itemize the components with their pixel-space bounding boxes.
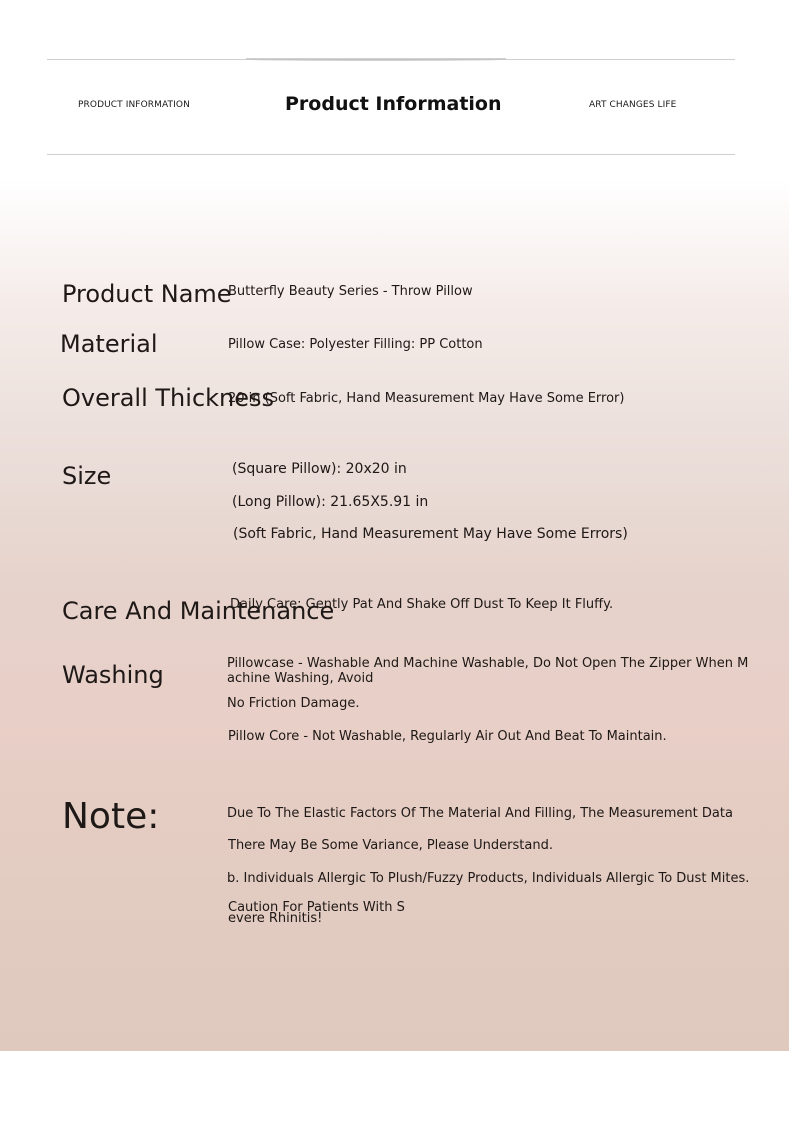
size-value-note: (Soft Fabric, Hand Measurement May Have Some Errors) xyxy=(233,526,628,542)
note-line-4: Caution For Patients With S xyxy=(228,900,405,915)
thickness-label: Overall Thickness xyxy=(62,384,275,412)
washing-value-line-3: No Friction Damage. xyxy=(227,696,360,711)
header-left-caption: PRODUCT INFORMATION xyxy=(78,100,190,110)
washing-value-line-2: achine Washing, Avoid xyxy=(227,671,374,686)
care-label: Care And Maintenance xyxy=(62,597,335,625)
product-name-value: Butterfly Beauty Series - Throw Pillow xyxy=(228,284,473,299)
header-accent-line xyxy=(246,58,506,61)
note-line-5: evere Rhinitis! xyxy=(228,911,323,926)
material-label: Material xyxy=(60,330,158,358)
note-label: Note: xyxy=(62,796,160,837)
washing-label: Washing xyxy=(62,661,164,689)
size-value-square: (Square Pillow): 20x20 in xyxy=(232,461,407,477)
care-value: Daily Care: Gently Pat And Shake Off Dust To Keep It Fluffy. xyxy=(230,597,614,612)
header-right-caption: ART CHANGES LIFE xyxy=(589,100,677,110)
header-bottom-divider xyxy=(47,154,735,155)
note-line-1: Due To The Elastic Factors Of The Material And Filling, The Measurement Data xyxy=(227,806,733,821)
material-value: Pillow Case: Polyester Filling: PP Cotton xyxy=(228,337,483,352)
note-line-2: There May Be Some Variance, Please Understand. xyxy=(228,838,553,853)
size-label: Size xyxy=(62,462,112,490)
note-line-3: b. Individuals Allergic To Plush/Fuzzy Products, Individuals Allergic To Dust Mites. xyxy=(227,871,750,886)
page-title: Product Information xyxy=(285,93,502,115)
washing-value-line-4: Pillow Core - Not Washable, Regularly Air Out And Beat To Maintain. xyxy=(228,729,667,744)
product-name-label: Product Name xyxy=(62,280,232,308)
washing-value-line-1: Pillowcase - Washable And Machine Washable, Do Not Open The Zipper When M xyxy=(227,656,749,671)
thickness-value: 20 in (Soft Fabric, Hand Measurement May Have Some Error) xyxy=(228,391,625,406)
size-value-long: (Long Pillow): 21.65X5.91 in xyxy=(232,494,429,510)
